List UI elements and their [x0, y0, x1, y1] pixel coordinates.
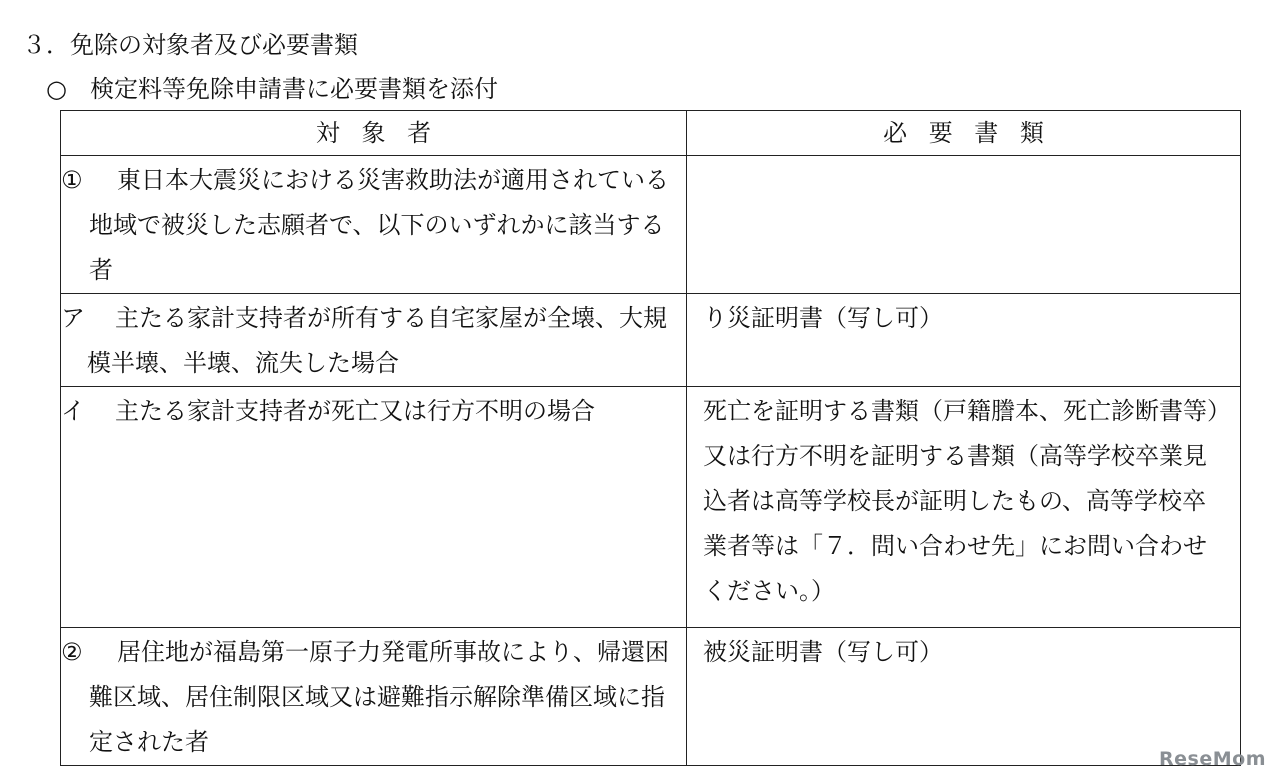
documents-text [687, 156, 1240, 158]
target-cell [61, 628, 687, 766]
target-cell [61, 156, 687, 294]
header-documents: 必要書類 [687, 111, 1241, 156]
documents-text: り災証明書（写し可） [703, 304, 943, 332]
sub-heading-text: 検定料等免除申請書に必要書類を添付 [90, 75, 498, 103]
table-header-row [61, 111, 1241, 156]
item-number: イ [61, 397, 85, 425]
documents-cell [687, 294, 1241, 387]
table-row [61, 387, 1241, 628]
item-number: ア [61, 304, 85, 332]
target-text: 主たる家計支持者が死亡又は行方不明の場合 [115, 397, 595, 425]
header-target: 対象者 [61, 111, 687, 156]
documents-cell [687, 628, 1241, 766]
target-text: 居住地が福島第一原子力発電所事故により、帰還困難区域、居住制限区域又は避難指示解除準備区域に指定された者 [89, 638, 669, 756]
target-cell [61, 294, 687, 387]
item-number: ① [61, 166, 83, 194]
table-row [61, 628, 1241, 766]
documents-cell [687, 156, 1241, 294]
target-text: 主たる家計支持者が所有する自宅家屋が全壊、大規模半壊、半壊、流失した場合 [87, 304, 667, 377]
table-row [61, 294, 1241, 387]
watermark-logo: ReseMom [1159, 748, 1266, 770]
exemption-table [60, 110, 1241, 766]
section-heading: ３．免除の対象者及び必要書類 [22, 31, 358, 59]
documents-text: 被災証明書（写し可） [703, 638, 943, 666]
item-number: ② [61, 638, 83, 666]
documents-cell [687, 387, 1241, 628]
sub-heading [46, 72, 498, 106]
circle-bullet: ○ [46, 75, 67, 103]
target-text: 東日本大震災における災害救助法が適用されている地域で被災した志願者で、以下のいずれかに該当する者 [89, 166, 669, 284]
target-cell [61, 387, 687, 628]
table-row [61, 156, 1241, 294]
documents-text: 死亡を証明する書類（戸籍謄本、死亡診断書等）又は行方不明を証明する書類（高等学校卒業見込者は高等学校長が証明したもの、高等学校卒業者等は「７．問い合わせ先」にお問い合わせください。） [703, 397, 1219, 605]
